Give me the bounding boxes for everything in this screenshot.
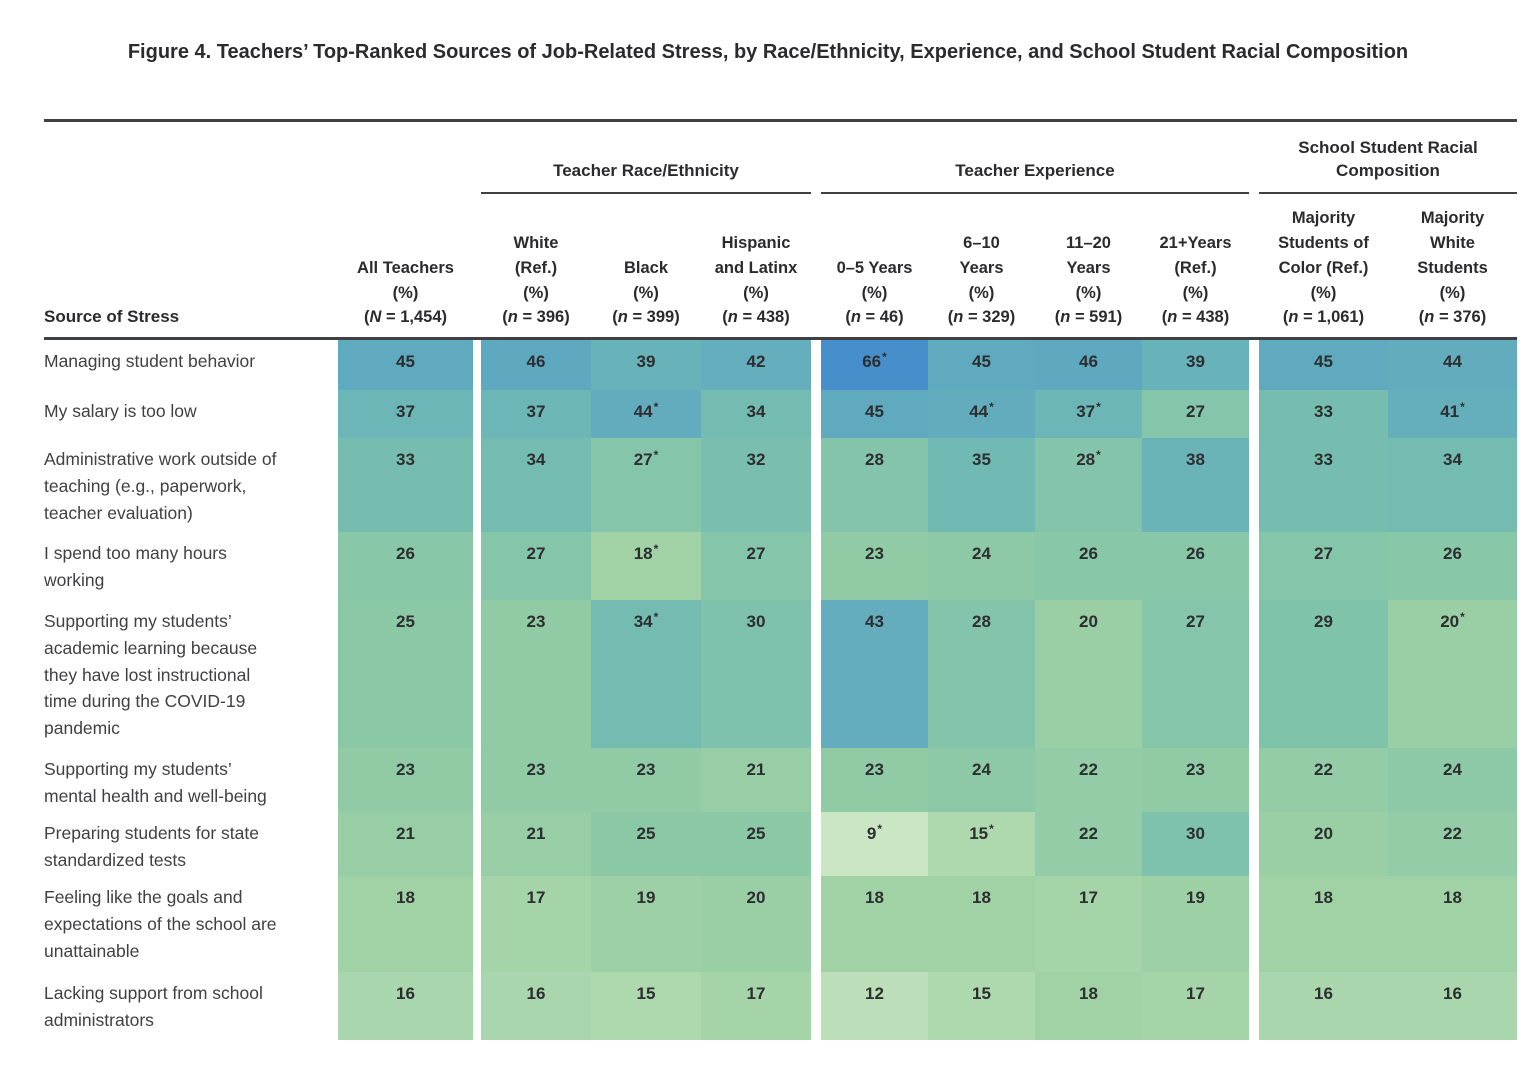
- cell-value: 34: [746, 402, 766, 421]
- cell-value: 20: [1440, 612, 1460, 631]
- source-of-stress-header: Source of Stress: [44, 307, 180, 326]
- heat-cell: [701, 532, 811, 600]
- heat-cell: [928, 390, 1035, 438]
- cell-value: 18: [865, 888, 884, 907]
- heat-cell: [701, 748, 811, 812]
- cell-value: 20: [1314, 824, 1333, 843]
- heat-cell: [481, 532, 591, 600]
- cell-value: 16: [396, 984, 415, 1003]
- heat-cell: [1388, 340, 1517, 390]
- column-header: Majority Students of Color (Ref.) (%) (n = 1,061): [1278, 209, 1369, 327]
- heat-cell: [1035, 438, 1142, 532]
- cell-value: 16: [526, 984, 546, 1003]
- cell-value: 19: [636, 888, 656, 907]
- heat-cell: [928, 600, 1035, 748]
- heat-cell: [821, 532, 928, 600]
- cell-value: 17: [1186, 984, 1205, 1003]
- significance-asterisk: *: [1460, 610, 1465, 624]
- cell-value: 45: [1314, 352, 1333, 371]
- cell-value: 23: [1186, 760, 1205, 779]
- column-header: 21+Years (Ref.) (%) (n = 438): [1159, 234, 1232, 327]
- heat-cell: [1035, 972, 1142, 1040]
- cell-value: 33: [1314, 402, 1333, 421]
- cell-value: 18: [633, 544, 653, 563]
- heat-cell: [701, 438, 811, 532]
- cell-value: 33: [1314, 450, 1333, 469]
- heat-cell: [1259, 876, 1388, 972]
- cell-value: 23: [636, 760, 656, 779]
- significance-asterisk: *: [1096, 400, 1101, 414]
- cell-value: 9: [866, 824, 877, 843]
- heat-cell: [1142, 972, 1249, 1040]
- cell-value: 15: [636, 984, 656, 1003]
- heat-cell: [1142, 748, 1249, 812]
- significance-asterisk: *: [653, 448, 659, 462]
- cell-value: 27: [1314, 544, 1333, 563]
- cell-value: 23: [526, 760, 546, 779]
- heat-cell: [1259, 748, 1388, 812]
- cell-value: 25: [636, 824, 656, 843]
- heat-cell: [338, 876, 473, 972]
- heat-cell: [481, 390, 591, 438]
- heat-cell: [591, 600, 701, 748]
- cell-value: 23: [865, 544, 884, 563]
- heat-cell: [821, 876, 928, 972]
- heat-cell: [701, 390, 811, 438]
- row-label: Managing student behavior: [44, 351, 256, 371]
- cell-value: 17: [1079, 888, 1098, 907]
- heat-cell: [928, 748, 1035, 812]
- heat-cell: [591, 812, 701, 876]
- cell-value: 20: [746, 888, 766, 907]
- significance-asterisk: *: [877, 822, 883, 836]
- cell-value: 37: [526, 402, 546, 421]
- cell-value: 32: [746, 450, 766, 469]
- cell-value: 18: [972, 888, 991, 907]
- cell-value: 41: [1440, 402, 1460, 421]
- cell-value: 30: [746, 612, 766, 631]
- cell-value: 28: [1076, 450, 1096, 469]
- heat-cell: [481, 748, 591, 812]
- cell-value: 20: [1079, 612, 1098, 631]
- heat-cell: [701, 972, 811, 1040]
- heat-cell: [1035, 390, 1142, 438]
- heat-cell: [338, 812, 473, 876]
- cell-value: 45: [396, 352, 415, 371]
- heat-cell: [481, 876, 591, 972]
- row-label: Supporting my students’ academic learning because they have lost instructional time during the COVID-19 pandemic: [44, 611, 258, 739]
- heat-cell: [1142, 438, 1249, 532]
- cell-value: 21: [396, 824, 415, 843]
- cell-value: 44: [633, 402, 653, 421]
- cell-value: 27: [1186, 402, 1205, 421]
- heat-cell: [821, 748, 928, 812]
- column-header: All Teachers (%) (N = 1,454): [357, 258, 454, 327]
- cell-value: 34: [633, 612, 653, 631]
- cell-value: 26: [1079, 544, 1098, 563]
- group-header-teacher-experience: Teacher Experience: [821, 122, 1249, 194]
- heat-cell: [701, 340, 811, 390]
- cell-value: 16: [1443, 984, 1462, 1003]
- figure-title: Figure 4. Teachers’ Top-Ranked Sources of Job-Related Stress, by Race/Ethnicity, Experience, and School Student Racial Composition: [127, 41, 1409, 63]
- heat-cell: [1142, 876, 1249, 972]
- column-header: 6–10 Years (%) (n = 329): [947, 234, 1016, 327]
- cell-value: 37: [1076, 402, 1096, 421]
- cell-value: 46: [526, 352, 546, 371]
- cell-value: 26: [396, 544, 415, 563]
- significance-asterisk: *: [989, 400, 994, 414]
- cell-value: 23: [526, 612, 546, 631]
- row-label: Preparing students for state standardized tests: [44, 823, 259, 870]
- heat-cell: [928, 438, 1035, 532]
- heat-cell: [591, 972, 701, 1040]
- heat-cell: [821, 390, 928, 438]
- heat-cell: [821, 438, 928, 532]
- column-header: 11–20 Years (%) (n = 591): [1054, 234, 1123, 327]
- cell-value: 22: [1314, 760, 1333, 779]
- heat-cell: [701, 812, 811, 876]
- heat-cell: [928, 876, 1035, 972]
- cell-value: 33: [396, 450, 415, 469]
- heat-cell: [1035, 600, 1142, 748]
- heat-cell: [338, 532, 473, 600]
- significance-asterisk: *: [989, 822, 994, 836]
- significance-asterisk: *: [653, 400, 659, 414]
- heat-cell: [481, 812, 591, 876]
- heatmap-table: [44, 119, 1517, 1040]
- cell-value: 25: [396, 612, 415, 631]
- heat-cell: [591, 438, 701, 532]
- cell-value: 24: [972, 760, 991, 779]
- row-label: Feeling like the goals and expectations of the school are unattainable: [44, 887, 277, 961]
- cell-value: 15: [972, 984, 991, 1003]
- cell-value: 35: [972, 450, 991, 469]
- heat-cell: [1035, 748, 1142, 812]
- cell-value: 27: [1186, 612, 1205, 631]
- cell-value: 28: [972, 612, 991, 631]
- cell-value: 42: [746, 352, 766, 371]
- row-label: My salary is too low: [44, 401, 197, 421]
- cell-value: 38: [1186, 450, 1205, 469]
- cell-value: 18: [1443, 888, 1462, 907]
- column-header: Majority White Students (%) (n = 376): [1417, 209, 1488, 327]
- heat-cell: [591, 748, 701, 812]
- cell-value: 27: [746, 544, 766, 563]
- heat-cell: [481, 340, 591, 390]
- heat-cell: [338, 972, 473, 1040]
- cell-value: 30: [1186, 824, 1205, 843]
- cell-value: 15: [969, 824, 989, 843]
- column-header: White (Ref.) (%) (n = 396): [502, 234, 570, 327]
- cell-value: 23: [865, 760, 884, 779]
- significance-asterisk: *: [1096, 448, 1101, 462]
- cell-value: 23: [396, 760, 415, 779]
- cell-value: 44: [1443, 352, 1462, 371]
- heat-cell: [1142, 390, 1249, 438]
- heat-cell: [1388, 972, 1517, 1040]
- cell-value: 17: [526, 888, 546, 907]
- row-label: Administrative work outside of teaching (e.g., paperwork, teacher evaluation): [44, 449, 277, 523]
- heat-cell: [1035, 340, 1142, 390]
- heat-cell: [928, 532, 1035, 600]
- heat-cell: [1259, 390, 1388, 438]
- heat-cell: [928, 812, 1035, 876]
- heat-cell: [591, 532, 701, 600]
- cell-value: 22: [1079, 760, 1098, 779]
- heat-cell: [1035, 532, 1142, 600]
- cell-value: 19: [1186, 888, 1205, 907]
- cell-value: 26: [1443, 544, 1462, 563]
- group-header-school-student-racial-composition: School Student Racial Composition: [1259, 122, 1517, 194]
- heat-cell: [1035, 812, 1142, 876]
- significance-asterisk: *: [882, 350, 887, 364]
- significance-asterisk: *: [653, 542, 659, 556]
- heat-cell: [1388, 390, 1517, 438]
- heat-cell: [1142, 340, 1249, 390]
- heat-cell: [1142, 812, 1249, 876]
- cell-value: 12: [865, 984, 884, 1003]
- cell-value: 21: [746, 760, 766, 779]
- cell-value: 46: [1079, 352, 1098, 371]
- heat-cell: [1388, 532, 1517, 600]
- cell-value: 44: [969, 402, 989, 421]
- heat-cell: [1388, 876, 1517, 972]
- cell-value: 27: [633, 450, 653, 469]
- heat-cell: [1259, 532, 1388, 600]
- heat-cell: [1142, 600, 1249, 748]
- heat-cell: [338, 340, 473, 390]
- cell-value: 39: [636, 352, 656, 371]
- cell-value: 22: [1079, 824, 1098, 843]
- cell-value: 18: [1314, 888, 1333, 907]
- row-label: Lacking support from school administrators: [44, 983, 263, 1030]
- heat-cell: [821, 972, 928, 1040]
- heat-cell: [821, 340, 928, 390]
- heat-cell: [1142, 532, 1249, 600]
- heat-cell: [1259, 812, 1388, 876]
- heat-cell: [591, 876, 701, 972]
- heat-cell: [1388, 748, 1517, 812]
- cell-value: 24: [972, 544, 991, 563]
- heat-cell: [821, 600, 928, 748]
- cell-value: 21: [526, 824, 546, 843]
- cell-value: 25: [746, 824, 766, 843]
- cell-value: 16: [1314, 984, 1333, 1003]
- heat-cell: [701, 600, 811, 748]
- row-label: Supporting my students’ mental health and well-being: [44, 759, 267, 806]
- heat-cell: [591, 390, 701, 438]
- cell-value: 24: [1443, 760, 1462, 779]
- cell-value: 34: [526, 450, 546, 469]
- cell-value: 28: [865, 450, 884, 469]
- cell-value: 22: [1443, 824, 1462, 843]
- cell-value: 18: [396, 888, 415, 907]
- heat-cell: [1259, 600, 1388, 748]
- cell-value: 18: [1079, 984, 1098, 1003]
- cell-value: 45: [865, 402, 884, 421]
- cell-value: 17: [746, 984, 766, 1003]
- heat-cell: [481, 600, 591, 748]
- heat-cell: [481, 438, 591, 532]
- heat-cell: [1388, 438, 1517, 532]
- heat-cell: [1388, 812, 1517, 876]
- column-header: 0–5 Years (%) (n = 46): [836, 258, 913, 327]
- cell-value: 66: [862, 352, 882, 371]
- column-header: Black (%) (n = 399): [612, 258, 680, 327]
- heat-cell: [481, 972, 591, 1040]
- heat-cell: [338, 600, 473, 748]
- significance-asterisk: *: [653, 610, 659, 624]
- heat-cell: [338, 438, 473, 532]
- heat-cell: [928, 972, 1035, 1040]
- figure-title-block: [0, 0, 1536, 119]
- column-header: Hispanic and Latinx (%) (n = 438): [714, 234, 798, 327]
- cell-value: 27: [526, 544, 546, 563]
- heat-cell: [338, 390, 473, 438]
- cell-value: 29: [1314, 612, 1333, 631]
- heat-cell: [1388, 600, 1517, 748]
- cell-value: 39: [1186, 352, 1205, 371]
- cell-value: 34: [1443, 450, 1462, 469]
- significance-asterisk: *: [1460, 400, 1465, 414]
- heat-cell: [821, 812, 928, 876]
- heat-cell: [928, 340, 1035, 390]
- cell-value: 43: [865, 612, 884, 631]
- heat-cell: [1259, 438, 1388, 532]
- row-label: I spend too many hours working: [44, 543, 227, 590]
- heat-cell: [338, 748, 473, 812]
- heat-cell: [701, 876, 811, 972]
- group-header-teacher-race-ethnicity: Teacher Race/Ethnicity: [481, 122, 811, 194]
- heat-cell: [1035, 876, 1142, 972]
- heat-cell: [1259, 972, 1388, 1040]
- cell-value: 26: [1186, 544, 1205, 563]
- cell-value: 37: [396, 402, 415, 421]
- cell-value: 45: [972, 352, 991, 371]
- heat-cell: [1259, 340, 1388, 390]
- heat-cell: [591, 340, 701, 390]
